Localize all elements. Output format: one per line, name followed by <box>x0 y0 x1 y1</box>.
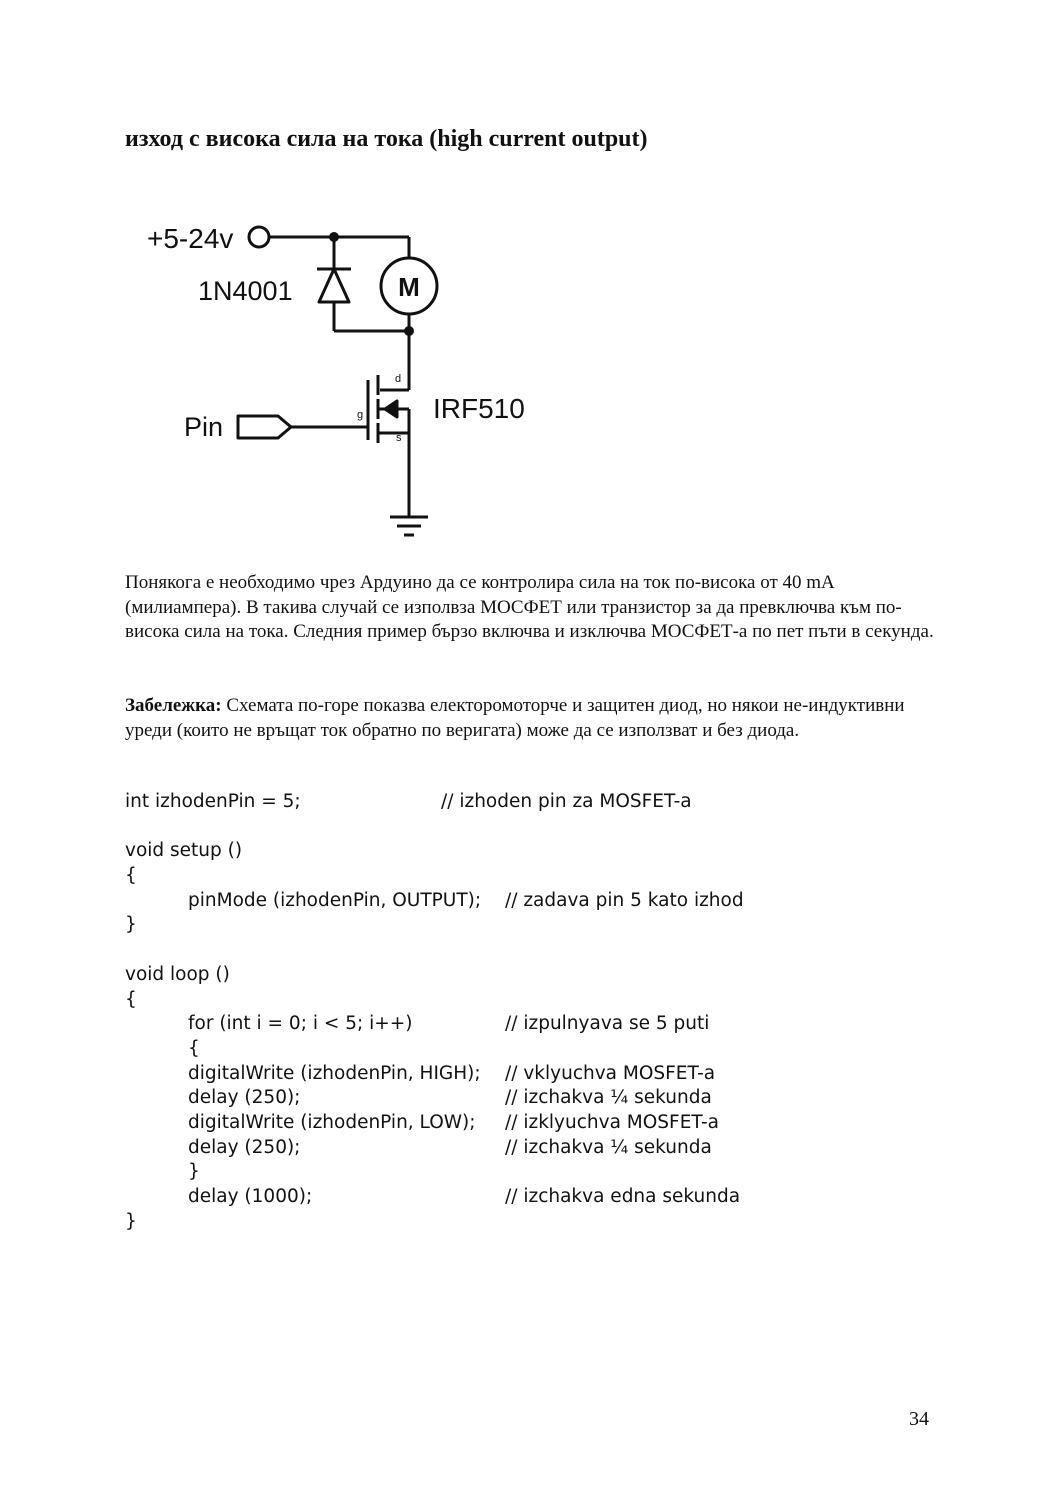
code-listing <box>125 790 975 1234</box>
code-line <box>125 1160 975 1185</box>
code-brace: { <box>125 865 137 887</box>
code-comment: // izchakva ¼ sekunda <box>505 1136 712 1158</box>
code-brace: { <box>188 1037 200 1059</box>
code-statement: digitalWrite (izhodenPin, HIGH); <box>188 1062 481 1084</box>
code-comment: // izchakva edna sekunda <box>505 1186 741 1207</box>
gate-label: g <box>357 409 364 421</box>
source-label: s <box>396 432 402 444</box>
code-comment: // zadava pin 5 kato izhod <box>505 889 744 911</box>
code-statement: digitalWrite (izhodenPin, LOW); <box>188 1111 476 1133</box>
code-comment: // izhoden pin za MOSFET-a <box>441 791 692 812</box>
code-comment: // izpulnyava se 5 puti <box>505 1013 710 1035</box>
mosfet-arrow <box>385 401 397 417</box>
code-line <box>125 913 975 938</box>
code-line <box>125 1086 975 1111</box>
drain-label: d <box>395 373 402 385</box>
code-line <box>125 1111 975 1136</box>
code-statement: void setup () <box>125 840 243 862</box>
diode-label: 1N4001 <box>198 276 293 306</box>
page-number: 34 <box>909 1408 929 1430</box>
code-brace: } <box>125 914 137 936</box>
page-heading: изход с висока сила на тока (high current output) <box>125 126 648 152</box>
code-line <box>125 1062 975 1087</box>
code-statement: int izhodenPin = 5; <box>125 791 301 812</box>
code-comment: // izchakva ¼ sekunda <box>505 1087 712 1109</box>
code-brace: { <box>125 988 137 1010</box>
code-line <box>125 790 975 815</box>
code-statement: void loop () <box>125 963 230 985</box>
code-blank-line <box>125 938 975 963</box>
code-line <box>125 1210 975 1235</box>
intro-paragraph: Понякога е необходимо чрез Ардуино да се контролира сила на ток по-висока от 40 mA (милиампера). В такива случай се изполвза МОСФЕТ или транзистор за да превключва към по-висока сила на тока. Следния пример бързо включва и изключва МОСФЕТ-а по пет пъти в секунда. <box>125 572 934 642</box>
code-line <box>125 1185 975 1210</box>
code-brace: } <box>125 1210 137 1232</box>
code-line <box>125 1136 975 1161</box>
code-brace: } <box>188 1161 200 1183</box>
code-statement: delay (250); <box>188 1087 301 1109</box>
diode-symbol <box>319 269 349 302</box>
code-statement: for (int i = 0; i < 5; i++) <box>188 1013 413 1035</box>
code-line <box>125 889 975 914</box>
pin-label: Pin <box>184 412 224 442</box>
code-line <box>125 839 975 864</box>
note-text: Схемата по-горе показва електоромоторче и защитен диод, но някои не-индуктивни уреди (които не връщат ток обратно по веригата) може да се използват и без диода. <box>125 695 905 741</box>
code-statement: delay (1000); <box>188 1186 313 1207</box>
code-line <box>125 1012 975 1037</box>
circuit-schematic <box>128 205 548 550</box>
code-comment: // vklyuchva MOSFET-a <box>505 1062 716 1084</box>
mosfet-label: IRF510 <box>433 393 525 424</box>
code-line <box>125 988 975 1013</box>
note-label: Забележка: <box>125 695 222 716</box>
note-paragraph <box>125 694 945 743</box>
code-comment: // izklyuchva MOSFET-a <box>505 1111 719 1133</box>
supply-label: +5-24v <box>147 223 234 254</box>
code-line <box>125 864 975 889</box>
code-blank-line <box>125 815 975 840</box>
motor-label: M <box>398 272 420 302</box>
code-line <box>125 963 975 988</box>
pin-connector <box>238 416 291 438</box>
supply-terminal <box>249 227 269 247</box>
code-line <box>125 1037 975 1062</box>
code-statement: pinMode (izhodenPin, OUTPUT); <box>188 889 482 911</box>
code-statement: delay (250); <box>188 1136 301 1158</box>
